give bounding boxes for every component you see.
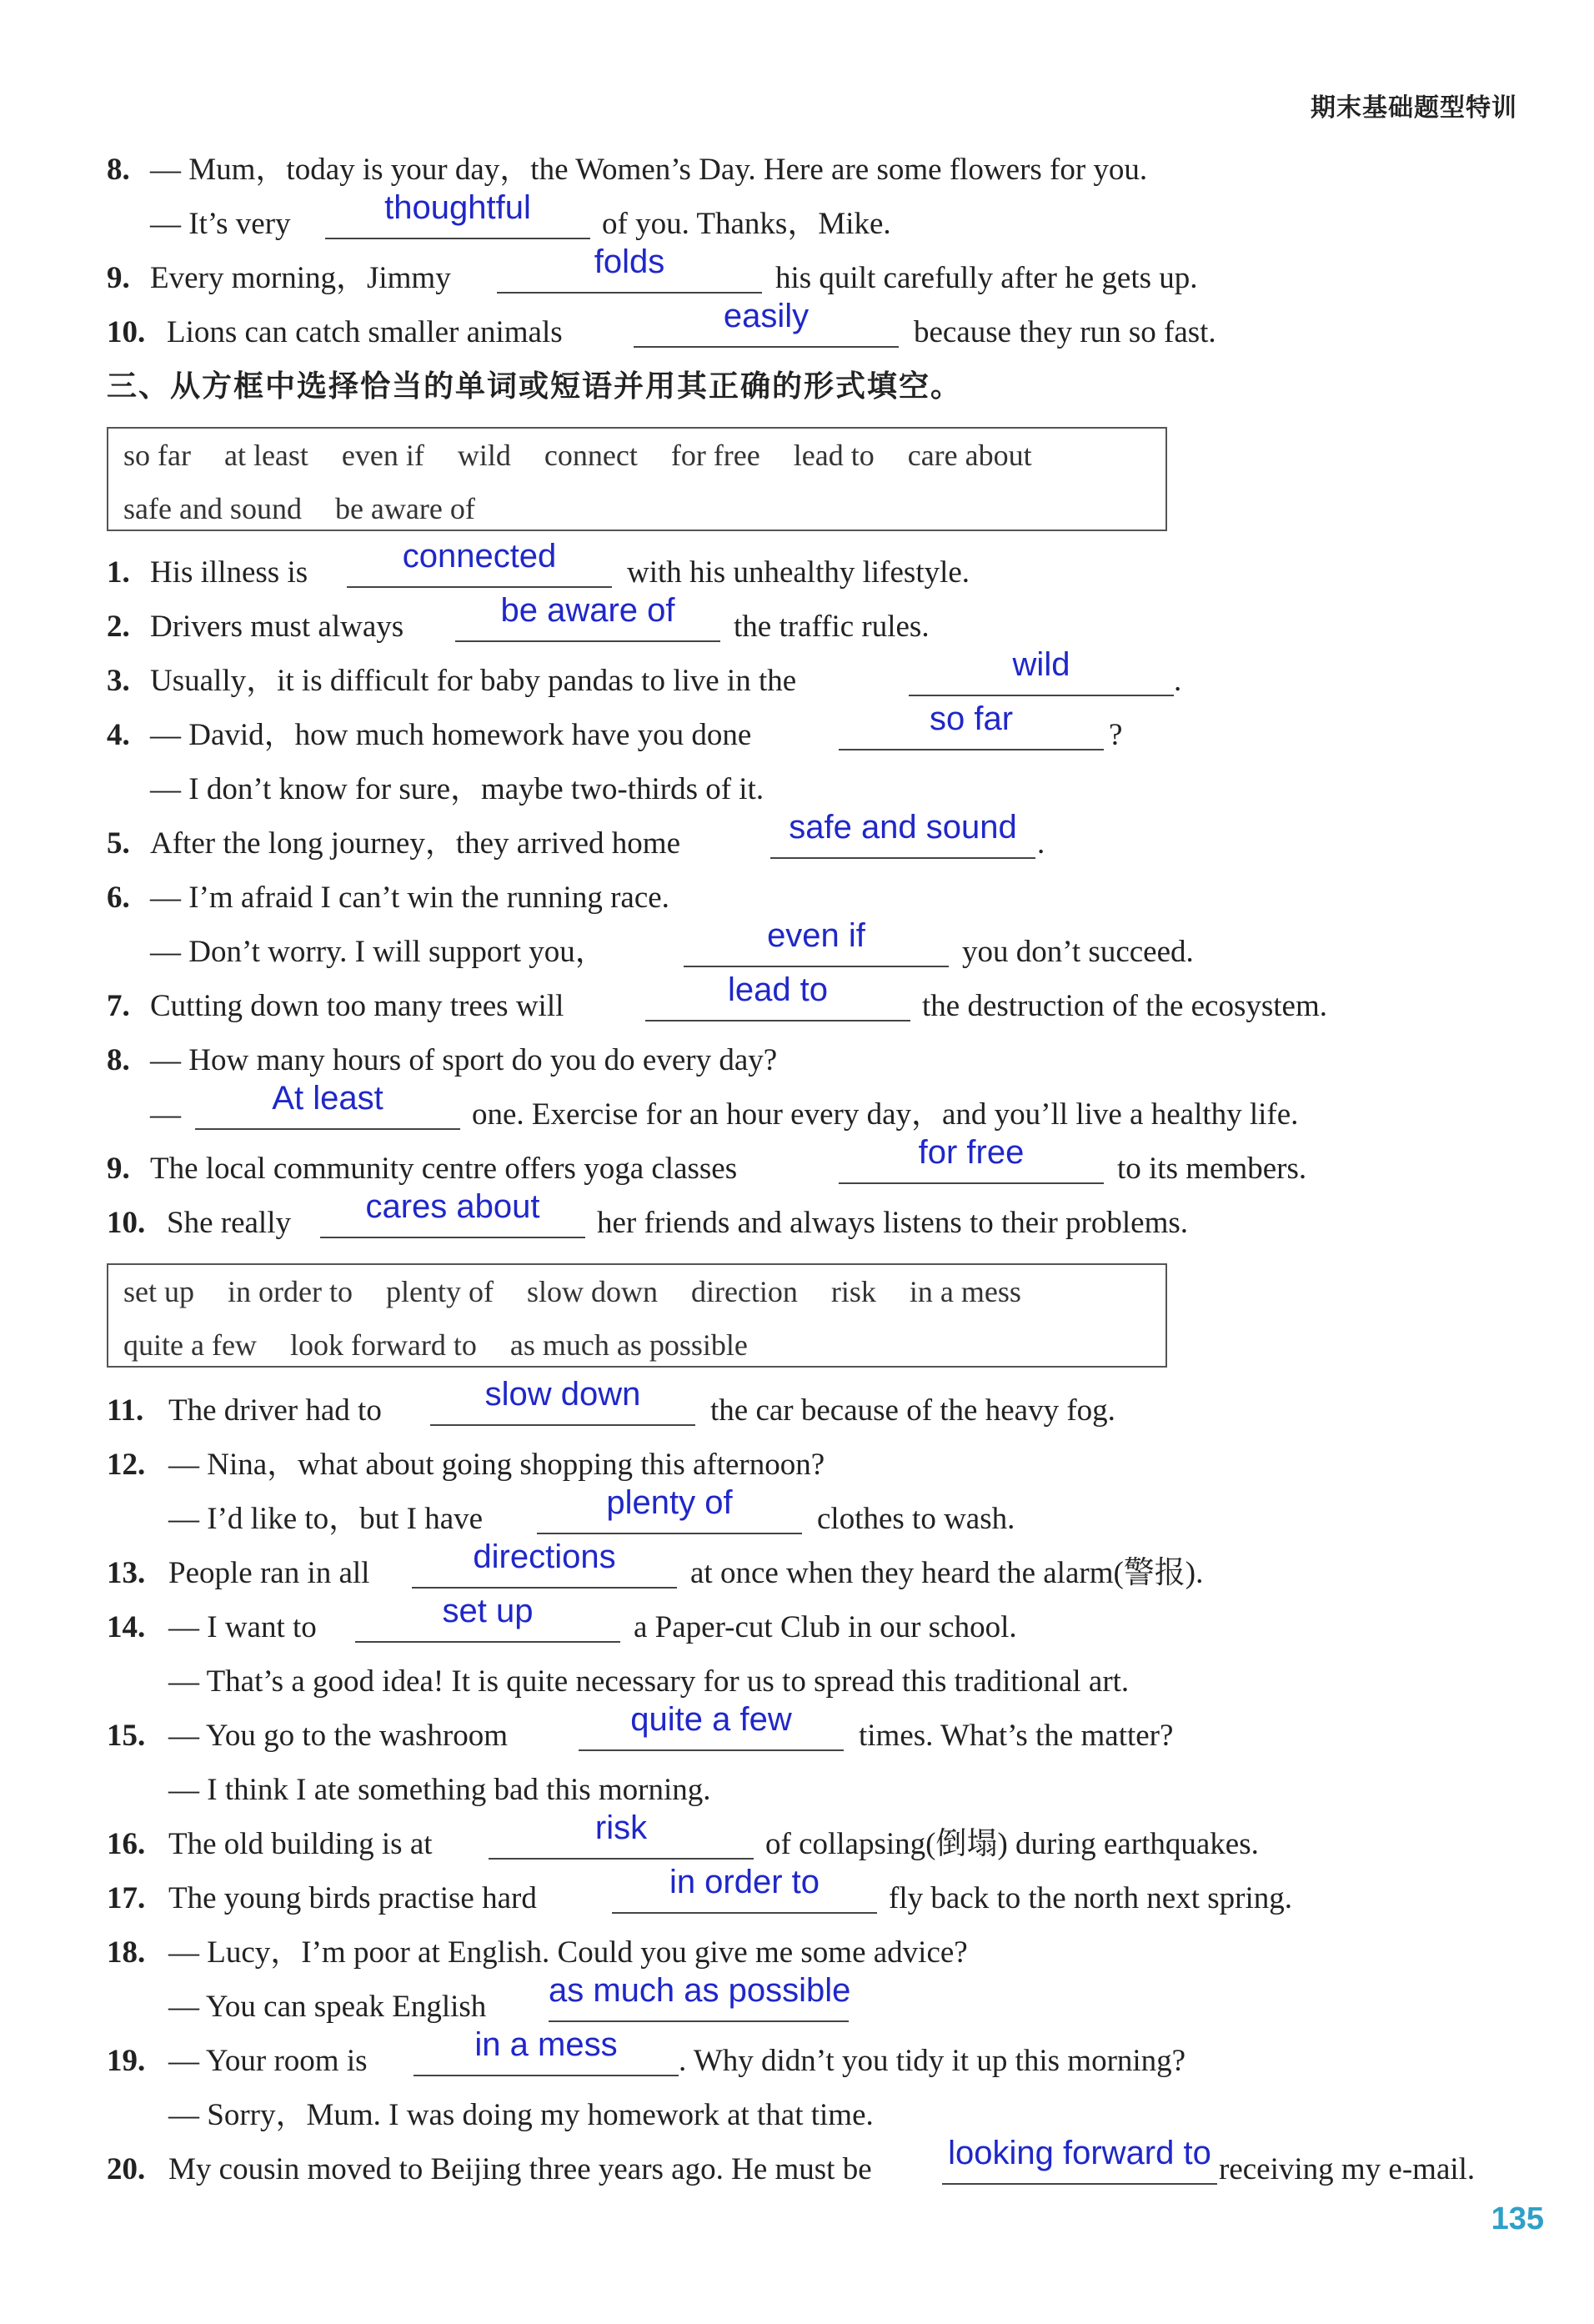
box-word: be aware of [334,492,475,525]
question-number: 19. [107,2044,146,2078]
page-header: 期末基础题型特训 [1311,93,1517,123]
handwritten-answer: At least [272,1080,383,1117]
question-text: her friends and always listens to their problems. [597,1206,1188,1240]
question-line [0,189,1594,251]
answer-blank[interactable] [612,1864,877,1914]
question-number: 9. [107,261,130,295]
question-number: 4. [107,718,130,752]
box-word: quite a few [123,1328,257,1362]
question-text: . Why didn’t you tidy it up this morning? [679,2044,1186,2078]
answer-blank[interactable] [412,1538,677,1589]
question-text: the destruction of the ecosystem. [922,989,1328,1023]
question-text: She really [167,1206,291,1240]
handwritten-answer: lead to [727,971,829,1008]
question-number: 5. [107,826,130,861]
question-number: 8. [107,1043,130,1077]
question-line [0,971,1594,1033]
question-text: Lions can catch smaller animals [167,315,563,349]
question-text: a Paper-cut Club in our school. [634,1610,1017,1644]
question-line [0,1701,1594,1763]
question-text: Every morning，Jimmy [150,261,451,295]
answer-blank[interactable] [684,917,949,967]
box-word: direction [690,1275,798,1308]
question-text: After the long journey，they arrived home [150,826,680,861]
question-text: . [1174,664,1182,698]
handwritten-answer: thoughtful [384,189,531,226]
question-number: 10. [107,1206,146,1240]
question-text: The young birds practise hard [168,1881,537,1915]
question-text: — Nina，what about going shopping this afternoon? [168,1448,825,1482]
word-box-row [123,1265,1150,1318]
question-number: 16. [107,1827,146,1861]
handwritten-answer: so far [929,700,1014,737]
handwritten-answer: looking forward to [948,2135,1211,2171]
question-text: of collapsing(倒塌) during earthquakes. [765,1827,1259,1861]
question-text: The local community centre offers yoga classes [150,1152,738,1186]
question-number: 13. [107,1556,146,1590]
box-word: look forward to [289,1328,477,1362]
box-word: even if [341,439,424,472]
question-number: 20. [107,2152,146,2186]
question-line [0,1593,1594,1654]
question-line [0,1764,1594,1817]
question-number: 14. [107,1610,146,1644]
answer-blank[interactable] [355,1593,620,1643]
answer-blank[interactable] [942,2135,1217,2185]
answer-blank[interactable] [347,538,612,588]
question-number: 18. [107,1935,146,1970]
question-number: 8. [107,153,130,187]
question-number: 1. [107,555,130,590]
answer-blank[interactable] [579,1701,844,1751]
question-text: Drivers must always [150,610,404,644]
question-text: — I want to [168,1610,317,1644]
handwritten-answer: plenty of [606,1484,733,1521]
box-word: risk [830,1275,876,1308]
question-number: 7. [107,989,130,1023]
handwritten-answer: wild [1012,646,1070,683]
question-text: — David，how much homework have you done [150,718,752,752]
question-line [0,1080,1594,1142]
question-text: times. What’s the matter? [859,1719,1174,1753]
question-line [0,592,1594,654]
question-text: — I think I ate something bad this morning. [168,1773,711,1807]
answer-blank[interactable] [489,1810,754,1860]
answer-blank[interactable] [839,700,1104,750]
question-text: fly back to the north next spring. [889,1881,1292,1915]
question-line [0,1376,1594,1438]
question-line [0,143,1594,197]
question-line [0,1188,1594,1250]
handwritten-answer: directions [473,1538,616,1575]
question-line [0,2089,1594,2142]
question-text: to its members. [1117,1152,1307,1186]
question-number: 15. [107,1719,146,1753]
word-box-row [123,482,1150,535]
handwritten-answer: safe and sound [789,809,1017,846]
answer-blank[interactable] [430,1376,695,1426]
answer-blank[interactable] [320,1188,585,1238]
question-text: My cousin moved to Beijing three years ago. He must be [168,2152,872,2186]
question-text: one. Exercise for an hour every day，and you’ll live a healthy life. [472,1097,1299,1132]
question-text: — I’d like to，but I have [168,1502,484,1536]
box-word: lead to [793,439,875,472]
question-number: 6. [107,881,130,915]
question-text: — How many hours of sport do you do every day? [150,1043,778,1077]
question-text: the traffic rules. [734,610,930,644]
question-text: — Mum，today is your day，the Women’s Day. Here are some flowers for you. [150,153,1148,187]
question-text: — That’s a good idea! It is quite necessary for us to spread this traditional art. [168,1664,1130,1699]
question-line [0,1134,1594,1196]
handwritten-answer: easily [723,298,810,334]
question-line [0,700,1594,762]
handwritten-answer: set up [442,1593,534,1629]
question-text: at once when they heard the alarm(警报). [690,1556,1204,1590]
question-number: 11. [107,1393,144,1428]
question-text: — It’s very [150,207,291,241]
question-line [0,2135,1594,2196]
box-word: slow down [526,1275,658,1308]
box-word: care about [907,439,1032,472]
question-text: ? [1109,718,1123,752]
question-text: The driver had to [168,1393,382,1428]
question-text: clothes to wash. [817,1502,1015,1536]
question-number: 12. [107,1448,146,1482]
answer-blank[interactable] [325,189,590,239]
page-number: 135 [1491,2201,1544,2236]
answer-blank[interactable] [497,243,762,294]
box-word: wild [457,439,511,472]
handwritten-answer: be aware of [500,592,675,629]
question-line [0,298,1594,359]
box-word: connect [544,439,638,472]
handwritten-answer: quite a few [630,1701,792,1738]
question-line [0,538,1594,600]
question-number: 17. [107,1881,146,1915]
box-word: for free [670,439,760,472]
answer-blank[interactable] [770,809,1035,859]
question-text: of you. Thanks，Mike. [602,207,891,241]
box-word: in order to [228,1275,353,1308]
question-text: Usually，it is difficult for baby pandas to live in the [150,664,797,698]
word-box [107,1263,1167,1368]
box-word: so far [123,439,191,472]
handwritten-answer: for free [918,1134,1025,1171]
box-word: set up [123,1275,194,1308]
handwritten-answer: folds [594,243,665,280]
question-number: 2. [107,610,130,644]
handwritten-answer: connected [402,538,557,575]
question-text: His illness is [150,555,308,590]
question-text: — [150,1097,181,1132]
question-text: you don’t succeed. [962,935,1194,969]
box-word: safe and sound [123,492,302,525]
question-text: — You can speak English [168,1990,487,2024]
section-title: 三、从方框中选择恰当的单词或短语并用其正确的形式填空。 [107,369,963,404]
question-line [0,809,1594,871]
question-text: The old building is at [168,1827,433,1861]
question-text: the car because of the heavy fog. [710,1393,1115,1428]
handwritten-answer: as much as possible [549,1972,851,2009]
handwritten-answer: cares about [365,1188,540,1225]
question-text: receiving my e-mail. [1219,2152,1476,2186]
word-box [107,427,1167,531]
question-number: 10. [107,315,146,349]
question-line [0,1538,1594,1600]
question-text: — I’m afraid I can’t win the running race. [150,881,669,915]
answer-blank[interactable] [549,1972,851,2022]
box-word: as much as possible [509,1328,748,1362]
question-text: . [1037,826,1045,861]
question-text: People ran in all [168,1556,370,1590]
answer-blank[interactable] [455,592,720,642]
answer-blank[interactable] [909,646,1174,696]
question-line [0,646,1594,708]
box-word: in a mess [909,1275,1021,1308]
handwritten-answer: risk [594,1810,648,1846]
question-text: — Sorry，Mum. I was doing my homework at that time. [168,2098,874,2132]
question-text: Cutting down too many trees will [150,989,564,1023]
box-word: at least [223,439,308,472]
handwritten-answer: even if [767,917,865,954]
question-text: — Your room is [168,2044,368,2078]
answer-blank[interactable] [839,1134,1104,1184]
handwritten-answer: slow down [484,1376,641,1413]
word-box-row [123,429,1150,482]
question-line [0,1972,1594,2034]
answer-blank[interactable] [634,298,899,348]
handwritten-answer: in order to [669,1864,820,1900]
question-text: his quilt carefully after he gets up. [775,261,1198,295]
answer-blank[interactable] [645,971,910,1021]
question-number: 3. [107,664,130,698]
handwritten-answer: in a mess [474,2026,618,2063]
question-line [0,1864,1594,1925]
question-text: — I don’t know for sure，maybe two-thirds of it. [150,772,764,806]
question-text: — You go to the washroom [168,1719,509,1753]
answer-blank[interactable] [537,1484,802,1534]
answer-blank[interactable] [195,1080,460,1130]
question-text: with his unhealthy lifestyle. [627,555,970,590]
question-text: — Lucy，I’m poor at English. Could you give me some advice? [168,1935,968,1970]
box-word: plenty of [385,1275,494,1308]
question-text: — Don’t worry. I will support you， [150,935,606,969]
word-box-row [123,1318,1150,1372]
question-line [0,1484,1594,1546]
question-line [0,2026,1594,2088]
question-text: because they run so fast. [914,315,1216,349]
question-number: 9. [107,1152,130,1186]
answer-blank[interactable] [414,2026,679,2076]
